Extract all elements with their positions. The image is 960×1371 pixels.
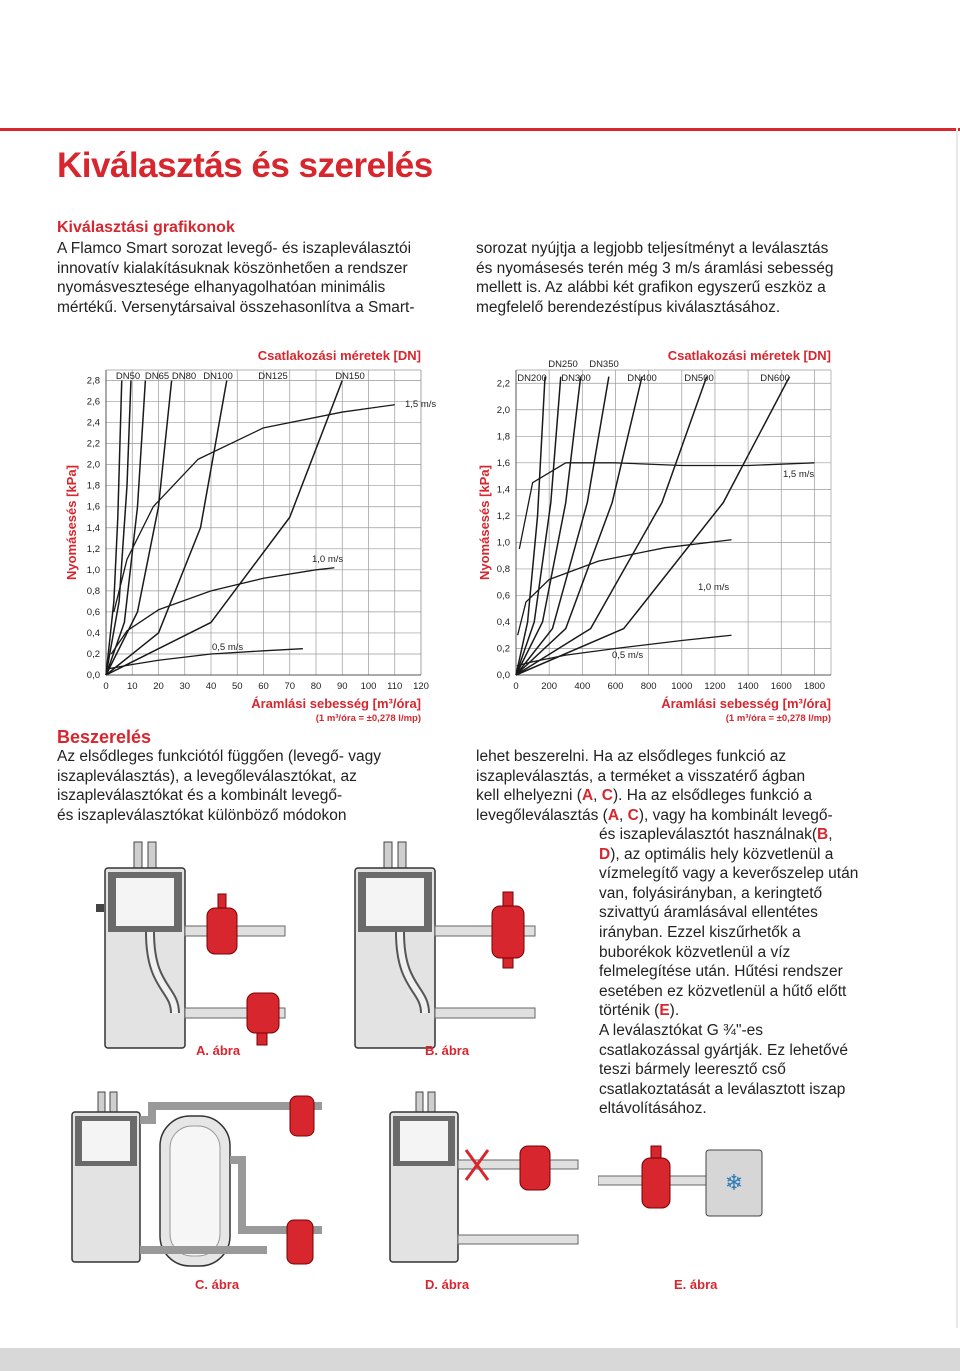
text-run: ). xyxy=(669,1002,680,1020)
y-tick-label: 1,8 xyxy=(86,480,100,492)
text-run: történik ( xyxy=(599,1002,660,1020)
y-tick-label: 1,0 xyxy=(496,537,510,549)
x-tick-label: 800 xyxy=(640,681,657,692)
grid xyxy=(106,370,421,675)
text-line: mellett is. Az alábbi két grafikon egyszerű eszköz a xyxy=(476,279,826,297)
chart2-ylabel: Nyomásesés [kPa] xyxy=(477,465,492,580)
y-tick-label: 1,8 xyxy=(496,431,510,443)
series-line-dn400 xyxy=(516,377,642,675)
boiler-icon xyxy=(96,842,185,1048)
series-line-dn500 xyxy=(516,377,707,675)
text-line: Az elsődleges funkciótól függően (levegő- vagy xyxy=(57,748,381,765)
y-tick-label: 2,2 xyxy=(496,378,510,390)
series-label: DN600 xyxy=(760,373,790,384)
y-tick-label: 2,8 xyxy=(86,375,100,387)
series-label: DN200 xyxy=(517,373,547,384)
text-run: szivattyú áramlásával ellentétes xyxy=(599,904,818,922)
text-run: ), vagy ha kombinált levegő- xyxy=(638,806,833,824)
section-title-installation: Beszerelés xyxy=(57,727,152,747)
separator-icon xyxy=(642,1146,670,1208)
text-run: , xyxy=(593,787,602,805)
y-tick-label: 2,0 xyxy=(86,459,100,471)
chiller-icon xyxy=(706,1150,762,1216)
figure-reference: A xyxy=(607,806,620,824)
series-label: DN250 xyxy=(548,359,578,370)
series-label: DN150 xyxy=(335,371,365,382)
text-run: levegőleválasztás ( xyxy=(476,806,608,824)
y-tick-label: 0,2 xyxy=(496,643,510,655)
y-tick-label: 1,6 xyxy=(86,501,100,513)
text-line xyxy=(599,923,858,943)
text-line xyxy=(599,884,858,904)
installation-text-col2 xyxy=(476,747,833,825)
chart-title: Csatlakozási méretek [DN] xyxy=(667,348,831,363)
text-line: A Flamco Smart sorozat levegő- és iszapleválasztói xyxy=(57,240,412,257)
text-line: iszapleválasztókat és a kombinált levegő- xyxy=(57,787,343,805)
x-tick-label: 0 xyxy=(513,681,519,692)
x-tick-label: 200 xyxy=(541,681,558,692)
x-tick-label: 1200 xyxy=(704,681,726,692)
text-line xyxy=(599,1001,858,1021)
text-line: sorozat nyújtja a legjobb teljesítményt a leválasztás xyxy=(476,240,829,257)
selection-text-col1 xyxy=(57,239,415,317)
text-line xyxy=(599,1080,858,1100)
footer-band xyxy=(0,1348,960,1371)
svg-text:❄: ❄ xyxy=(724,1170,744,1195)
y-tick-label: 2,6 xyxy=(86,396,100,408)
section-title-selection: Kiválasztási grafikonok xyxy=(57,219,235,236)
text-line xyxy=(599,982,858,1002)
text-line xyxy=(599,943,858,963)
y-tick-label: 2,0 xyxy=(496,404,510,416)
separator-icon xyxy=(290,1096,314,1136)
grid xyxy=(516,370,831,675)
x-tick-label: 1600 xyxy=(770,681,792,692)
boiler-icon xyxy=(72,1092,140,1262)
x-tick-label: 60 xyxy=(258,681,269,692)
figure-reference: B xyxy=(816,826,829,843)
text-run: vízmelegítő vagy a keverőszelep után xyxy=(599,865,859,883)
x-axis-label: Áramlási sebesség [m³/óra] xyxy=(251,696,421,711)
figure-reference: E xyxy=(659,1002,670,1020)
separator-icon xyxy=(247,993,279,1045)
text-line: nyomásvesztesége elhanyagolhatóan minimális xyxy=(57,279,386,297)
y-tick-label: 1,0 xyxy=(86,564,100,576)
figure-d-boiler-diagram xyxy=(380,1090,580,1270)
text-line: és nyomásesés terén még 3 m/s áramlási sebesség xyxy=(476,259,834,277)
y-tick-label: 0,0 xyxy=(86,670,100,681)
x-tick-label: 30 xyxy=(179,681,191,692)
x-tick-label: 120 xyxy=(413,681,429,692)
velocity-label: 1,0 m/s xyxy=(312,554,344,565)
x-tick-label: 1400 xyxy=(737,681,759,692)
installation-text-col3 xyxy=(599,825,858,1119)
text-line xyxy=(599,1060,858,1080)
y-tick-label: 1,2 xyxy=(496,510,510,522)
text-run: , xyxy=(828,826,833,843)
series-label: DN300 xyxy=(561,373,591,384)
figure-reference: D xyxy=(599,845,611,863)
chart-title: Csatlakozási méretek [DN] xyxy=(257,348,421,363)
text-run: iszapleválasztás, a terméket a visszatérő ágban xyxy=(476,767,806,785)
figure-reference: C xyxy=(601,787,613,805)
x-tick-label: 70 xyxy=(284,681,296,692)
text-line xyxy=(599,825,858,845)
series-label: DN125 xyxy=(258,371,288,382)
text-line xyxy=(599,962,858,982)
x-tick-label: 1800 xyxy=(803,681,825,692)
text-line: megfelelő berendezéstípus kiválasztásához. xyxy=(476,298,781,316)
x-tick-label: 0 xyxy=(103,681,109,692)
text-line xyxy=(599,864,858,884)
text-run: A leválasztókat G ¾"-es xyxy=(599,1021,764,1039)
series-line-dn350 xyxy=(516,377,609,675)
y-tick-label: 1,4 xyxy=(86,522,100,534)
x-tick-label: 600 xyxy=(607,681,624,692)
y-tick-label: 0,4 xyxy=(496,616,510,628)
separator-icon xyxy=(492,892,524,968)
text-line: mértékű. Versenytársaival összehasonlítva a Smart- xyxy=(57,298,415,316)
velocity-label: 0,5 m/s xyxy=(212,642,244,653)
y-tick-label: 1,2 xyxy=(86,543,100,555)
y-tick-label: 0,6 xyxy=(496,590,510,602)
installation-text-col1 xyxy=(57,747,381,825)
x-tick-label: 90 xyxy=(336,681,348,692)
selection-text-col2 xyxy=(476,239,834,317)
y-tick-label: 0,8 xyxy=(496,563,510,575)
chart1-ylabel: Nyomásesés [kPa] xyxy=(64,465,79,580)
text-run: és iszapleválasztót használnak( xyxy=(599,826,817,843)
text-run: van, folyásirányban, a keringtető xyxy=(599,884,823,902)
x-tick-label: 10 xyxy=(126,681,138,692)
x-tick-label: 20 xyxy=(153,681,164,692)
text-run: irányban. Ezzel kiszűrhetők a xyxy=(599,923,801,941)
figure-a-caption: A. ábra xyxy=(196,1043,241,1058)
boiler-icon xyxy=(390,1092,458,1262)
series-label: DN65 xyxy=(144,371,170,382)
text-run: buborékok közvetlenül a víz xyxy=(599,943,791,961)
text-run: felmelegítése után. Hűtési rendszer xyxy=(599,963,843,981)
boiler-icon xyxy=(355,842,435,1048)
text-line xyxy=(476,767,833,787)
velocity-label: 1,5 m/s xyxy=(405,399,437,410)
text-run: kell elhelyezni ( xyxy=(476,787,582,805)
velocity-label: 1,0 m/s xyxy=(698,582,730,593)
y-tick-label: 0,6 xyxy=(86,606,100,618)
x-tick-label: 110 xyxy=(387,681,403,692)
text-run: esetében ez közvetlenül a hűtő előtt xyxy=(599,982,847,1000)
figure-c-caption: C. ábra xyxy=(195,1277,240,1292)
text-run: ), az optimális hely közvetlenül a xyxy=(610,845,834,863)
y-tick-label: 2,2 xyxy=(86,438,100,450)
y-tick-label: 0,0 xyxy=(496,670,510,681)
text-run: csatlakozással gyártják. Ez lehetővé xyxy=(599,1041,848,1059)
x-tick-label: 80 xyxy=(310,681,322,692)
text-line xyxy=(599,1021,858,1041)
figure-b-caption: B. ábra xyxy=(425,1043,470,1058)
figure-b-boiler-diagram xyxy=(340,838,540,1058)
series-label: DN50 xyxy=(115,371,141,382)
text-line xyxy=(476,747,833,767)
top-rule xyxy=(0,128,960,131)
text-run: teszi bármely leeresztő cső xyxy=(599,1061,786,1079)
y-tick-label: 0,2 xyxy=(86,648,100,660)
text-line xyxy=(599,1041,858,1061)
figure-d-caption: D. ábra xyxy=(425,1277,470,1292)
y-tick-label: 0,4 xyxy=(86,627,100,639)
series-label: DN80 xyxy=(171,371,197,382)
page-title: Kiválasztás és szerelés xyxy=(57,146,433,185)
text-run: csatlakoztatását a leválasztott iszap xyxy=(599,1080,846,1098)
series-label: DN100 xyxy=(203,371,233,382)
right-edge-rule xyxy=(956,128,958,1328)
pressure-drop-chart-small xyxy=(58,340,448,725)
x-tick-label: 100 xyxy=(360,681,377,692)
series-label: DN500 xyxy=(684,373,714,384)
text-line xyxy=(599,1099,858,1119)
figure-e-chiller-diagram xyxy=(598,1140,828,1240)
x-axis-note: (1 m³/óra = ±0,278 l/mp) xyxy=(725,713,831,724)
text-run: eltávolításához. xyxy=(599,1100,707,1118)
text-line xyxy=(599,845,858,865)
separator-icon xyxy=(520,1146,550,1190)
velocity-label: 1,5 m/s xyxy=(783,469,815,480)
series-label: DN350 xyxy=(589,359,619,370)
velocity-label: 0,5 m/s xyxy=(612,650,644,661)
separator-icon xyxy=(287,1220,313,1264)
x-tick-label: 400 xyxy=(574,681,591,692)
x-tick-label: 40 xyxy=(205,681,217,692)
text-line xyxy=(476,806,833,826)
figure-e-caption: E. ábra xyxy=(674,1277,718,1292)
velocity-line xyxy=(519,463,814,549)
y-tick-label: 1,4 xyxy=(496,484,510,496)
figure-reference: A xyxy=(581,787,594,805)
figure-reference: C xyxy=(627,806,639,824)
text-run: lehet beszerelni. Ha az elsődleges funkció az xyxy=(476,748,787,765)
text-line: iszapleválasztás), a levegőleválasztókat, az xyxy=(57,767,357,785)
series-label: DN400 xyxy=(627,373,657,384)
y-tick-label: 0,8 xyxy=(86,585,100,597)
text-line: innovatív kialakításuknak köszönhetően a rendszer xyxy=(57,259,408,277)
x-axis-note: (1 m³/óra = ±0,278 l/mp) xyxy=(315,713,421,724)
pressure-drop-chart-large xyxy=(480,340,840,725)
y-tick-label: 2,4 xyxy=(86,417,100,429)
text-line xyxy=(599,903,858,923)
text-line xyxy=(476,786,833,806)
text-line: és iszapleválasztókat különböző módokon xyxy=(57,806,347,824)
separator-icon xyxy=(207,894,237,954)
x-axis-label: Áramlási sebesség [m³/óra] xyxy=(661,696,831,711)
x-tick-label: 50 xyxy=(231,681,243,692)
series-line-dn200 xyxy=(516,377,545,675)
figure-c-tank-diagram xyxy=(62,1090,332,1275)
text-run: , xyxy=(619,806,628,824)
text-run: ). Ha az elsődleges funkció a xyxy=(613,787,813,805)
y-tick-label: 1,6 xyxy=(496,457,510,469)
x-tick-label: 1000 xyxy=(671,681,693,692)
storage-tank-icon xyxy=(160,1116,230,1266)
figure-a-boiler-diagram xyxy=(90,838,290,1058)
